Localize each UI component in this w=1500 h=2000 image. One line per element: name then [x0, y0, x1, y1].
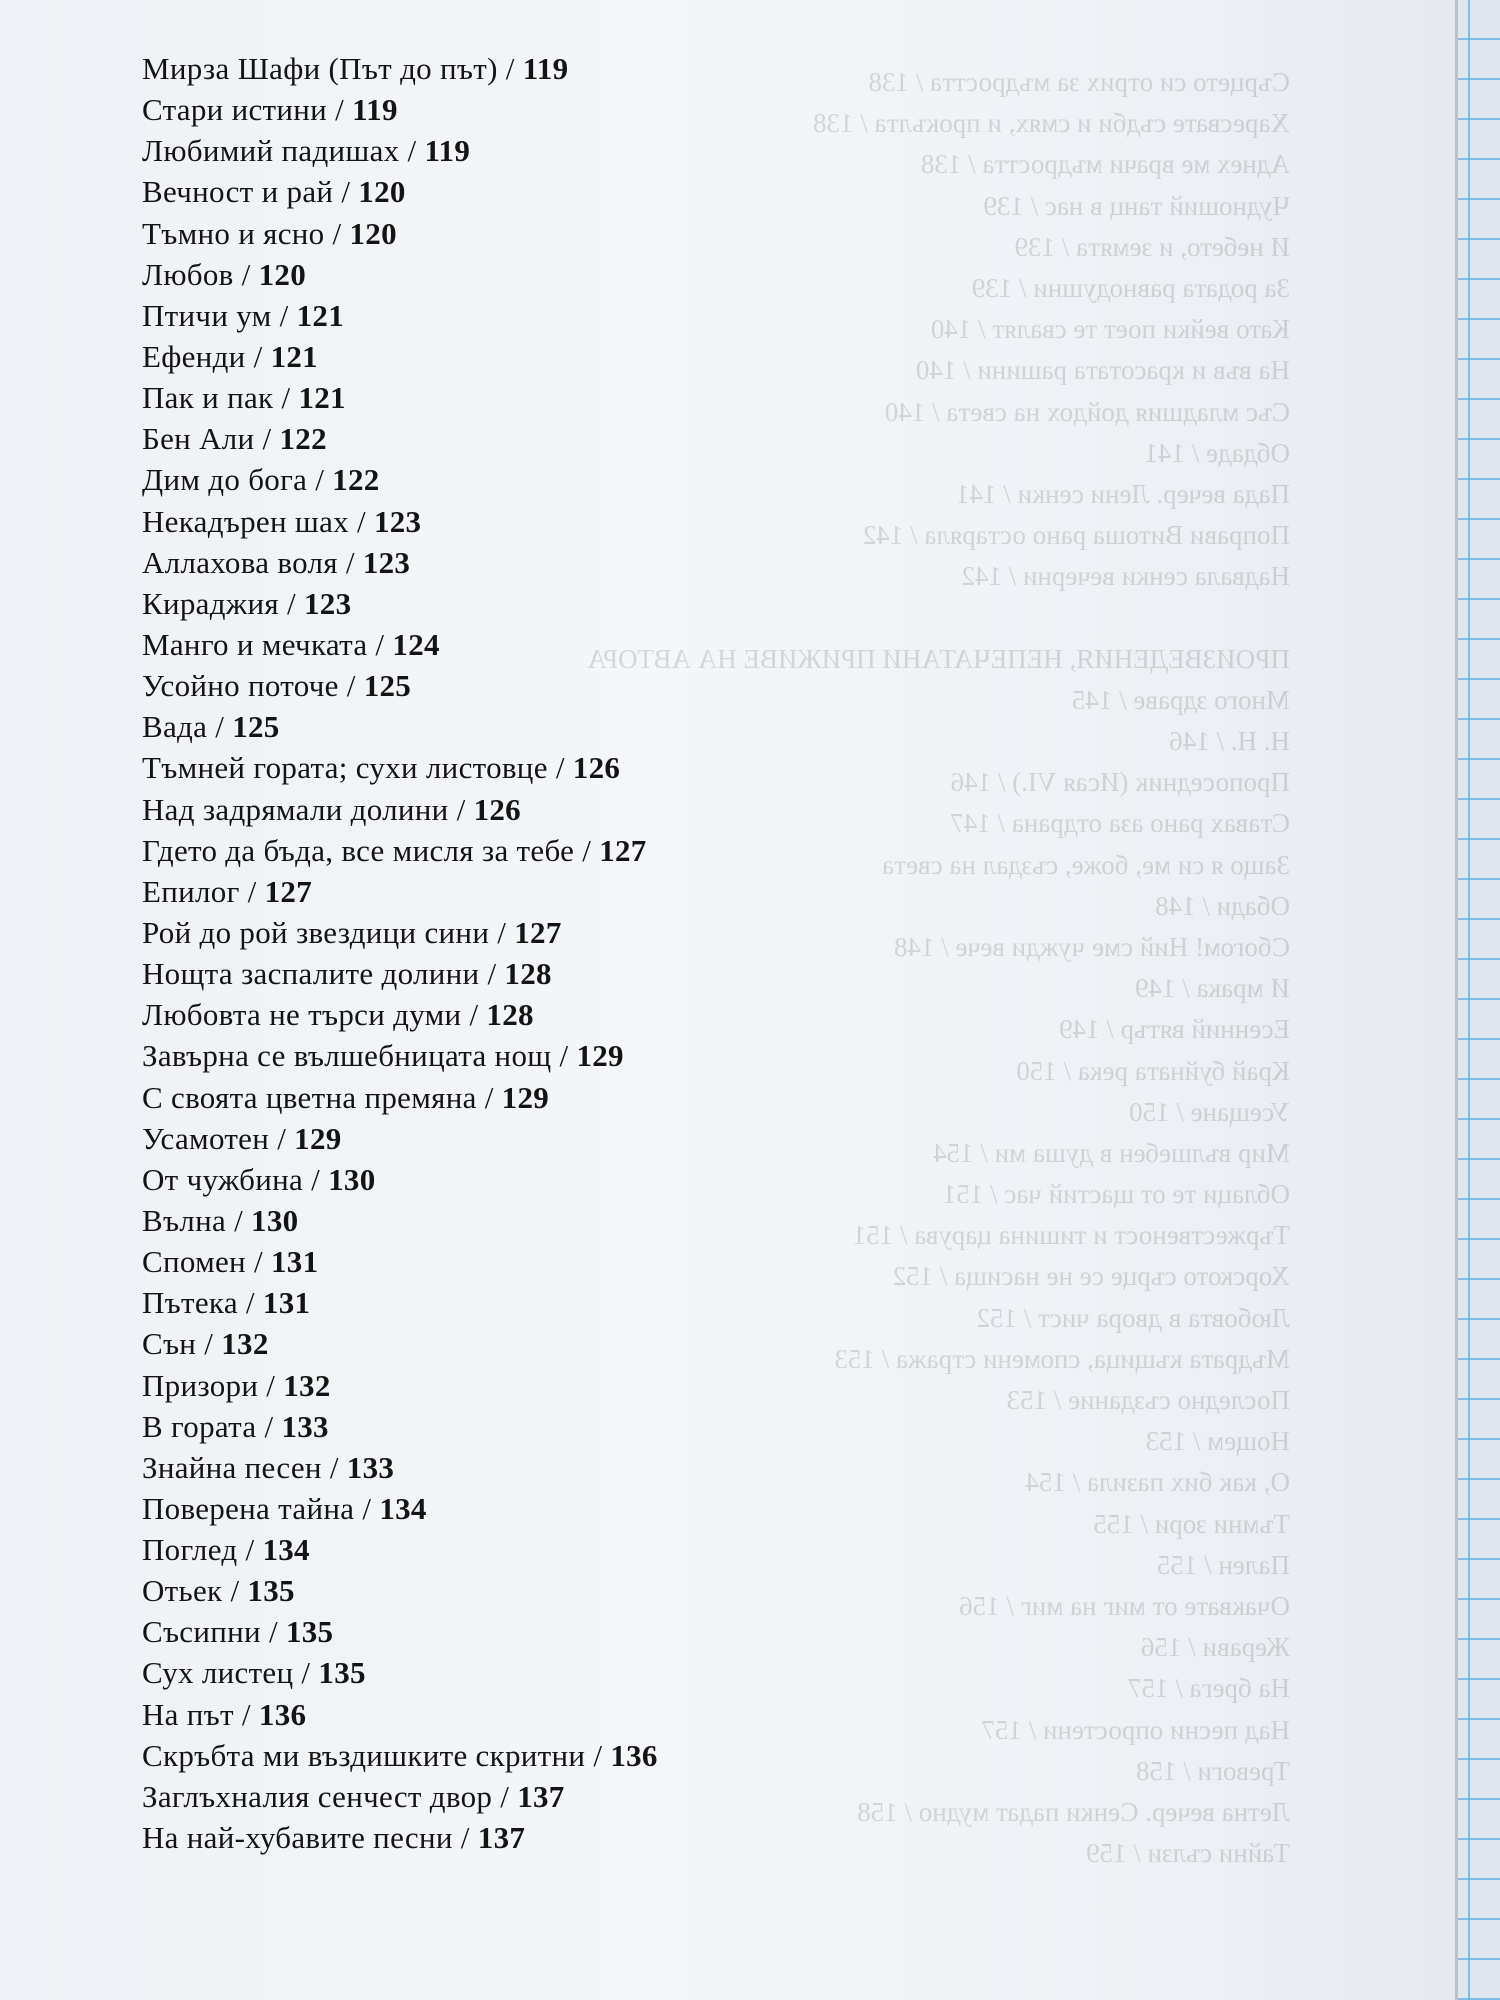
reverse-line: Летна вечер. Сенки падат мудно / 158 [857, 1796, 1290, 1827]
entry-page-number: 137 [477, 1820, 526, 1856]
entry-separator: / [367, 626, 393, 662]
reverse-line: Със младшия дойдох на света / 140 [884, 396, 1290, 427]
entry-separator: / [574, 832, 600, 868]
entry-title: Аллахова воля [142, 544, 338, 580]
entry-title: Пак и пак [142, 380, 274, 416]
entry-separator: / [489, 914, 515, 950]
reverse-line: О, как бих пазила / 154 [1025, 1467, 1290, 1498]
entry-page-number: 126 [473, 791, 521, 827]
toc-entry [142, 1365, 658, 1406]
entry-separator: / [547, 750, 573, 786]
entry-separator: / [321, 1449, 347, 1485]
reverse-line: Сърцето си отрих за мъдростта / 138 [868, 67, 1290, 97]
entry-page-number: 132 [283, 1367, 331, 1403]
reverse-line: Любовта в двора чист / 152 [976, 1302, 1290, 1333]
toc-entry [142, 1118, 658, 1159]
reverse-line: Облаци те от щастий час / 151 [942, 1179, 1290, 1210]
entry-page-number: 134 [379, 1490, 427, 1526]
toc-entry [142, 295, 658, 336]
reverse-line: Защо я си ме, боже, създал на света [882, 849, 1290, 880]
entry-separator: / [233, 256, 259, 292]
entry-title: Спомен [142, 1244, 246, 1280]
reverse-line: Ставах рано аза отдрана / 147 [950, 808, 1290, 839]
reverse-line: Усещане / 150 [1129, 1096, 1290, 1127]
entry-title: Усамотен [142, 1120, 270, 1156]
entry-page-number: 133 [346, 1449, 395, 1485]
toc-entry [142, 1447, 658, 1488]
entry-separator: / [260, 1614, 286, 1650]
entry-separator: / [476, 1079, 502, 1115]
entry-title: Поверена тайна [142, 1490, 355, 1526]
reverse-line: Последно създание / 153 [1006, 1385, 1290, 1415]
reverse-line: И небето, и земята / 139 [1014, 231, 1290, 262]
entry-title: Съсипни [142, 1614, 261, 1650]
entry-page-number: 125 [363, 668, 412, 704]
toc-entry [142, 912, 658, 953]
entry-separator: / [273, 380, 299, 416]
entry-separator: / [399, 133, 425, 169]
entry-page-number: 124 [392, 626, 440, 662]
entry-page-number: 122 [279, 421, 327, 457]
entry-title: От чужбина [142, 1161, 304, 1197]
toc-entry [142, 1488, 658, 1529]
entry-separator: / [278, 585, 304, 621]
toc-entry [142, 665, 658, 706]
reverse-line: Нощем / 153 [1145, 1426, 1290, 1457]
entry-separator: / [245, 338, 271, 374]
entry-page-number: 129 [576, 1038, 624, 1074]
toc-entry [142, 789, 658, 830]
entry-page-number: 129 [501, 1079, 550, 1115]
toc-entry [142, 377, 658, 418]
reverse-line: Пален / 155 [1156, 1549, 1290, 1580]
reverse-line: Мъдрата къщица, спомени стража / 153 [834, 1343, 1290, 1374]
toc-entry [142, 1406, 658, 1447]
toc-entry [142, 1077, 658, 1118]
reverse-line: На във и красотата рашини / 140 [915, 355, 1290, 386]
entry-page-number: 135 [247, 1573, 295, 1609]
toc-entry [142, 1159, 658, 1200]
toc-entry [142, 747, 658, 788]
entry-separator: / [207, 709, 233, 745]
entry-title: Поглед [142, 1532, 238, 1568]
reverse-line: Тайни сълзи / 159 [1086, 1838, 1290, 1869]
entry-separator: / [237, 1285, 263, 1321]
entry-title: Епилог [142, 873, 240, 909]
entry-title: Любимий падишах [142, 133, 400, 169]
toc-entry [142, 1652, 658, 1693]
entry-separator: / [271, 297, 297, 333]
entry-title: Отьек [142, 1573, 223, 1609]
entry-page-number: 128 [504, 956, 552, 992]
toc-entry [142, 1241, 658, 1282]
entry-title: Завърна се вълшебницата нощ [142, 1038, 552, 1074]
entry-separator: / [337, 544, 363, 580]
entry-separator: / [461, 997, 487, 1033]
toc-entry [142, 336, 658, 377]
reverse-line: Хорското сърце се не насища / 152 [892, 1261, 1290, 1292]
toc-entry [142, 171, 658, 212]
entry-separator: / [348, 503, 374, 539]
entry-page-number: 135 [285, 1614, 334, 1650]
entry-title: Гдето да бъда, все мисля за тебе [142, 832, 575, 868]
entry-separator: / [479, 956, 505, 992]
entry-page-number: 121 [296, 297, 344, 333]
entry-page-number: 120 [358, 174, 406, 210]
toc-entry [142, 871, 658, 912]
reverse-line: Над песни опростени / 157 [981, 1714, 1290, 1745]
toc-entry [142, 89, 658, 130]
entry-title: Дим до бога [142, 462, 308, 498]
entry-title: Вада [142, 709, 208, 745]
entry-page-number: 121 [270, 338, 318, 374]
entry-title: На път [142, 1696, 234, 1732]
toc-entry [142, 1570, 658, 1611]
entry-title: Усойно поточе [142, 668, 339, 704]
toc-entry [142, 254, 658, 295]
entry-title: Стари истини [142, 92, 328, 128]
entry-title: Кираджия [142, 585, 279, 621]
entry-page-number: 126 [572, 750, 621, 786]
entry-title: Мирза Шафи (Път до път) [142, 51, 498, 86]
entry-separator: / [448, 791, 474, 827]
reverse-line: Чудноший танц в нас / 139 [983, 190, 1290, 221]
entry-page-number: 122 [332, 462, 380, 498]
entry-title: Пътека [142, 1285, 238, 1321]
entry-page-number: 133 [281, 1408, 329, 1444]
next-page-edge [1455, 0, 1500, 2000]
toc-entry [142, 1776, 658, 1817]
reverse-line: Мир вълшебен в душа ми / 154 [933, 1137, 1290, 1168]
entry-separator: / [239, 873, 265, 909]
entry-title: Манго и мечката [142, 626, 368, 662]
entry-title: Некадърен шах [142, 503, 349, 539]
reverse-line: Поправи Витоша рано остаряла / 142 [862, 520, 1290, 551]
reverse-line: Н. Н. / 146 [1169, 726, 1290, 756]
reverse-line: Тревоги / 158 [1135, 1755, 1290, 1786]
toc-entry [142, 213, 658, 254]
entry-page-number: 119 [522, 51, 569, 86]
entry-separator: / [256, 1408, 282, 1444]
reverse-line: Очаквате от миг на миг / 156 [959, 1590, 1290, 1621]
reverse-line: Жерави / 156 [1141, 1632, 1290, 1663]
entry-page-number: 119 [424, 133, 471, 169]
entry-separator: / [327, 92, 353, 128]
entry-page-number: 125 [232, 709, 280, 745]
entry-page-number: 128 [486, 997, 534, 1033]
entry-page-number: 127 [264, 873, 313, 909]
reverse-line: Надвала сенки вечерни / 142 [961, 561, 1290, 592]
toc-entry [142, 953, 658, 994]
entry-separator: / [338, 668, 364, 704]
entry-page-number: 127 [514, 914, 562, 950]
toc-entry [142, 994, 658, 1035]
entry-title: Над задрямали долини [142, 791, 449, 827]
entry-separator: / [293, 1655, 319, 1691]
toc-entry [142, 706, 658, 747]
entry-title: Тъмно и ясно [142, 215, 325, 251]
reverse-line: Харесвате съдби и смях, и прокълта / 138 [813, 108, 1290, 139]
entry-page-number: 119 [352, 92, 398, 128]
entry-separator: / [233, 1696, 259, 1732]
reverse-line: ПРОИЗВЕДЕНИЯ, НЕПЕЧАТАНИ ПРИЖИВЕ НА АВТОРА [587, 643, 1290, 674]
entry-separator: / [196, 1326, 222, 1362]
entry-title: Скръбта ми въздишките скритни [142, 1737, 586, 1773]
entry-page-number: 136 [610, 1737, 658, 1773]
entry-page-number: 129 [294, 1120, 342, 1156]
entry-page-number: 132 [221, 1326, 269, 1362]
reverse-line: Есенний вятър / 149 [1059, 1014, 1290, 1045]
entry-separator: / [324, 215, 350, 251]
entry-title: Сух листец [142, 1655, 294, 1691]
entry-separator: / [303, 1161, 329, 1197]
entry-separator: / [452, 1820, 478, 1856]
toc-entry [142, 542, 658, 583]
toc-entry [142, 459, 658, 500]
entry-separator: / [307, 462, 333, 498]
toc-entry [142, 1817, 658, 1858]
entry-title: Бен Али [142, 421, 255, 457]
entry-title: С своята цветна премяна [142, 1079, 477, 1115]
toc-entry [142, 1611, 658, 1652]
entry-page-number: 137 [517, 1778, 565, 1814]
entry-separator: / [585, 1737, 611, 1773]
entry-separator: / [269, 1120, 295, 1156]
reverse-line: На брега / 157 [1127, 1673, 1290, 1704]
reverse-line: Тържественост и тишина царува / 151 [852, 1220, 1290, 1251]
entry-page-number: 135 [318, 1655, 366, 1691]
toc-entry [142, 130, 658, 171]
reverse-line: Пропоседник (Исая VI.) / 146 [950, 767, 1290, 798]
entry-page-number: 121 [298, 380, 346, 416]
entry-title: Ефенди [142, 338, 246, 374]
toc-entry [142, 1323, 658, 1364]
entry-page-number: 123 [373, 503, 422, 539]
entry-page-number: 127 [599, 832, 647, 868]
entry-title: Заглъхналия сенчест двор [142, 1778, 493, 1814]
entry-page-number: 131 [270, 1244, 319, 1280]
entry-separator: / [497, 51, 523, 86]
toc-entry [142, 1735, 658, 1776]
toc-entry [142, 1035, 658, 1076]
reverse-line: Обдаде / 141 [1144, 437, 1290, 468]
entry-title: Тъмней гората; сухи листовце [142, 750, 548, 786]
entry-page-number: 120 [349, 215, 397, 251]
entry-title: Призори [142, 1367, 259, 1403]
toc-entry [142, 624, 658, 665]
entry-page-number: 134 [262, 1532, 310, 1568]
entry-title: Любов [142, 256, 234, 292]
reverse-line: Като вейки поет те свалят / 140 [930, 314, 1290, 345]
entry-separator: / [254, 421, 280, 457]
entry-page-number: 131 [262, 1285, 311, 1321]
toc-entry [142, 1200, 658, 1241]
reverse-line: Пада вечер. Лени сенки / 141 [956, 478, 1290, 509]
reverse-line: За родата равнодушни / 139 [971, 272, 1290, 303]
toc-entry [142, 48, 658, 89]
entry-title: Вечност и рай [142, 174, 334, 210]
toc-entry [142, 583, 658, 624]
entry-title: Сън [142, 1326, 197, 1362]
entry-title: На най-хубавите песни [142, 1820, 453, 1856]
toc-entry [142, 1694, 658, 1735]
reverse-line: Обади / 148 [1155, 890, 1290, 921]
entry-title: Нощта заспалите долини [142, 956, 480, 992]
entry-page-number: 130 [251, 1202, 299, 1238]
toc-entry [142, 501, 658, 542]
entry-title: Знайна песен [142, 1449, 322, 1485]
entry-separator: / [354, 1490, 380, 1526]
entry-separator: / [245, 1244, 271, 1280]
reverse-line: Много здраве / 145 [1071, 684, 1290, 715]
entry-title: Вълна [142, 1202, 227, 1238]
toc-entry [142, 830, 658, 871]
entry-page-number: 130 [328, 1161, 376, 1197]
entry-title: Птичи ум [142, 297, 272, 333]
entry-page-number: 123 [362, 544, 411, 580]
entry-title: В гората [142, 1408, 257, 1444]
entry-separator: / [226, 1202, 252, 1238]
toc-entry [142, 1529, 658, 1570]
entry-separator: / [492, 1778, 518, 1814]
toc-entry [142, 418, 658, 459]
entry-page-number: 120 [258, 256, 307, 292]
reverse-line: Край буйната река / 150 [1016, 1055, 1290, 1086]
entry-separator: / [551, 1038, 577, 1074]
reverse-line: Аднех ме врачи мъдростта / 138 [920, 149, 1290, 180]
reverse-line: И мрака / 149 [1134, 973, 1290, 1004]
entry-separator: / [237, 1532, 263, 1568]
reverse-line: Тъмни зори / 155 [1093, 1508, 1290, 1539]
entry-separator: / [333, 174, 359, 210]
toc-entry [142, 1282, 658, 1323]
entry-separator: / [258, 1367, 284, 1403]
entry-separator: / [222, 1573, 248, 1609]
entry-page-number: 123 [303, 585, 352, 621]
entry-page-number: 136 [258, 1696, 307, 1732]
reverse-line: Сбогом! Ний сме чужди вече / 148 [893, 931, 1290, 962]
table-of-contents [142, 48, 658, 1858]
entry-title: Рой до рой звездици сини [142, 914, 490, 950]
entry-title: Любовта не търси думи [142, 997, 462, 1033]
